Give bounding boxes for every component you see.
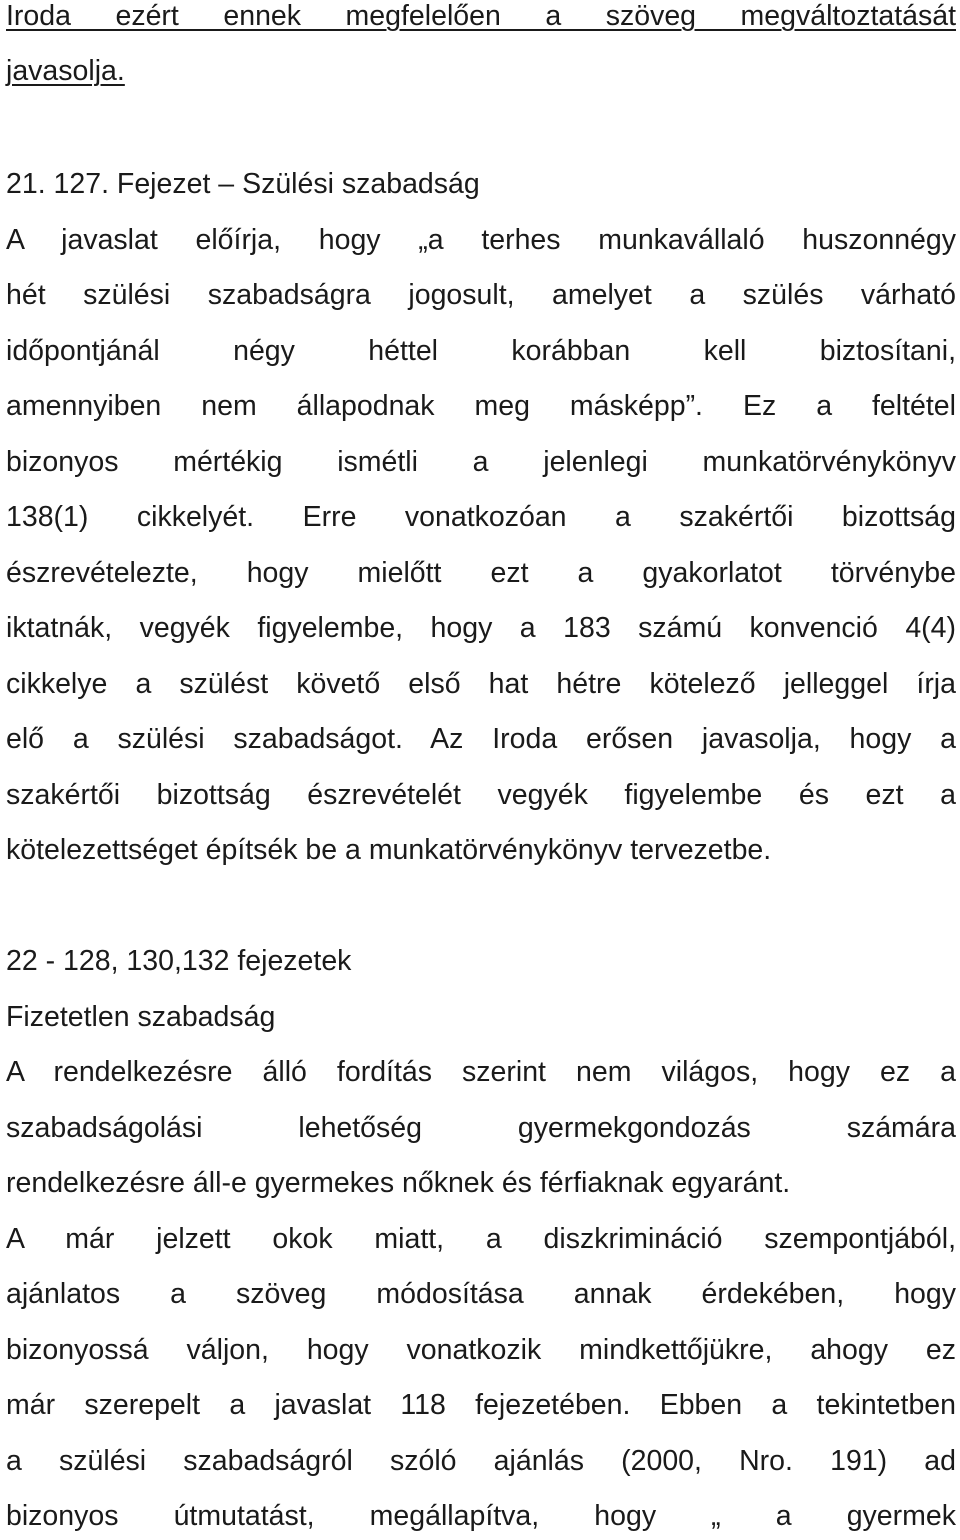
paragraph-line: már szerepelt a javaslat 118 fejezetében. Ebben a tekintetben: [6, 1389, 956, 1421]
paragraph-line: hét szülési szabadságra jogosult, amelyet a szülés várható: [6, 279, 956, 311]
paragraph-line: ajánlatos a szöveg módosítása annak érdekében, hogy: [6, 1278, 956, 1310]
paragraph-line: A javaslat előírja, hogy „a terhes munkavállaló huszonnégy: [6, 224, 956, 256]
paragraph-line: A rendelkezésre álló fordítás szerint nem világos, hogy ez a: [6, 1056, 956, 1088]
paragraph-line: bizonyos mértékig ismétli a jelenlegi munkatörvénykönyv: [6, 446, 956, 478]
paragraph-line: amennyiben nem állapodnak meg másképp”. Ez a feltétel: [6, 390, 956, 422]
paragraph-line: iktatnák, vegyék figyelembe, hogy a 183 számú konvenció 4(4): [6, 612, 956, 644]
paragraph-line: rendelkezésre áll-e gyermekes nőknek és férfiaknak egyaránt.: [6, 1167, 791, 1199]
paragraph-line: a szülési szabadságról szóló ajánlás (2000, Nro. 191) ad: [6, 1445, 956, 1477]
paragraph-line: észrevételezte, hogy mielőtt ezt a gyakorlatot törvénybe: [6, 557, 956, 589]
paragraph-line: A már jelzett okok miatt, a diszkrimináció szempontjából,: [6, 1223, 956, 1255]
paragraph-line: elő a szülési szabadságot. Az Iroda erősen javasolja, hogy a: [6, 723, 956, 755]
paragraph-line: időpontjánál négy héttel korábban kell biztosítani,: [6, 335, 956, 367]
section-heading: 21. 127. Fejezet – Szülési szabadság: [6, 168, 480, 200]
paragraph-line: kötelezettséget építsék be a munkatörvénykönyv tervezetbe.: [6, 834, 772, 866]
paragraph-line: bizonyos útmutatást, megállapítva, hogy „ a gyermek: [6, 1500, 956, 1532]
paragraph-line: szabadságolási lehetőség gyermekgondozás számára: [6, 1112, 956, 1144]
paragraph-line: 138(1) cikkelyét. Erre vonatkozóan a szakértői bizottság: [6, 501, 956, 533]
intro-line: Iroda ezért ennek megfelelően a szöveg megváltoztatását: [6, 0, 956, 32]
section-heading: 22 - 128, 130,132 fejezetek: [6, 945, 352, 977]
paragraph-line: bizonyossá váljon, hogy vonatkozik mindkettőjükre, ahogy ez: [6, 1334, 956, 1366]
intro-line: javasolja.: [6, 55, 125, 87]
paragraph-line: szakértői bizottság észrevételét vegyék figyelembe és ezt a: [6, 779, 956, 811]
section-subheading: Fizetetlen szabadság: [6, 1001, 276, 1033]
paragraph-line: cikkelye a szülést követő első hat hétre kötelező jelleggel írja: [6, 668, 956, 700]
